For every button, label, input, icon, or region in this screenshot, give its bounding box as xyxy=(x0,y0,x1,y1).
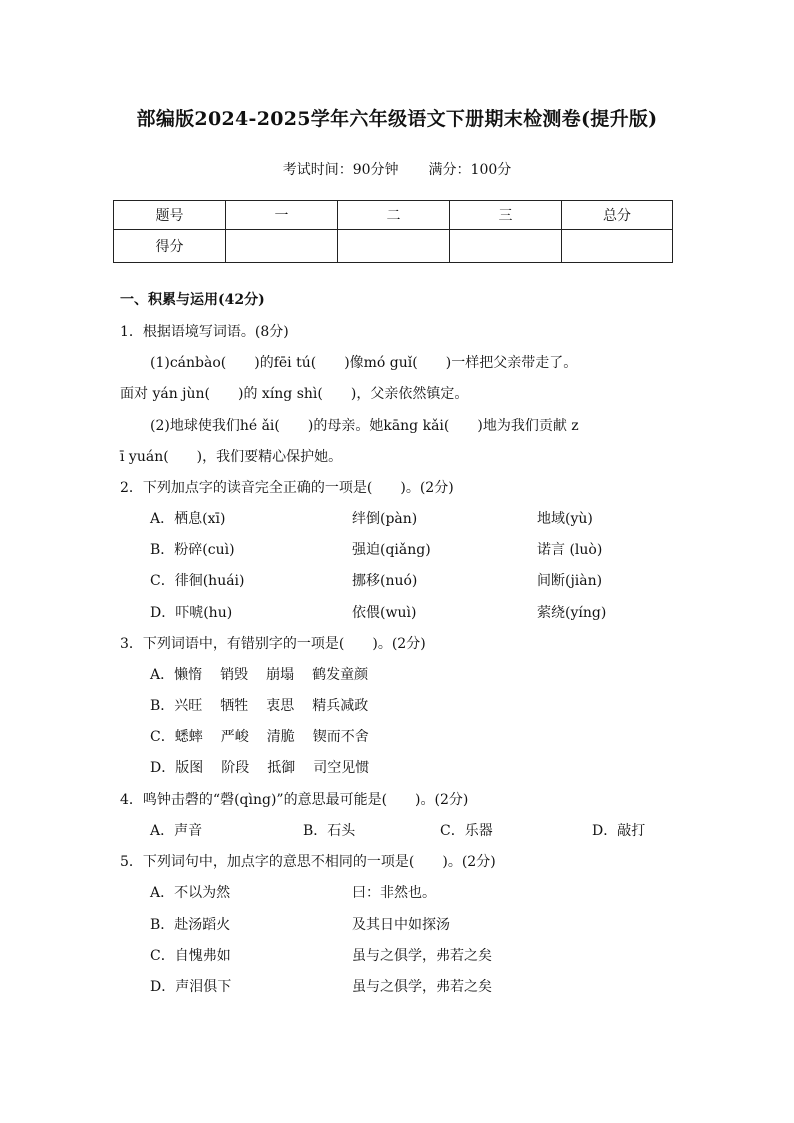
option-item: 绊倒(pàn) xyxy=(352,511,418,527)
score-input-cell[interactable] xyxy=(562,230,673,263)
option-item: B．兴旺 xyxy=(150,698,203,714)
question-5-stem: 5．下列词句中，加点字的意思不相同的一项是( )。(2分) xyxy=(120,854,496,870)
exam-time: 考试时间：90分钟 xyxy=(282,162,399,178)
option-item: C．徘徊(huái) xyxy=(150,573,245,589)
option-item: C．自愧弗如 xyxy=(150,948,231,964)
option-item: B．粉碎(cuì) xyxy=(150,542,235,558)
question-4-stem: 4．鸣钟击磬的“磬(qìng)”的意思最可能是( )。(2分) xyxy=(120,792,469,808)
option-item: 挪移(nuó) xyxy=(352,573,418,589)
option-item: 销毁 xyxy=(220,667,249,683)
exam-full-score: 满分：100分 xyxy=(428,162,512,178)
score-table xyxy=(113,200,673,263)
option-item: 鹤发童颜 xyxy=(312,667,369,683)
option-item: 衷思 xyxy=(266,698,295,714)
score-table-cell: 二 xyxy=(338,201,450,230)
section-heading: 一、积累与运用(42分) xyxy=(120,292,265,308)
question-1-stem: 1．根据语境写词语。(8分) xyxy=(120,324,289,340)
option-item: 锲而不舍 xyxy=(312,729,369,745)
option-item: 清脆 xyxy=(266,729,295,745)
option-item: A．懒惰 xyxy=(150,667,203,683)
option-item: A．声音 xyxy=(150,823,203,839)
score-input-cell[interactable] xyxy=(450,230,562,263)
option-item: 萦绕(yíng) xyxy=(537,605,607,621)
question-3-stem: 3．下列词语中，有错别字的一项是( )。(2分) xyxy=(120,636,426,652)
score-table-header-row xyxy=(114,201,673,230)
option-item: 崩塌 xyxy=(266,667,295,683)
option-item: 诺言 (luò) xyxy=(537,542,603,558)
option-item: B．石头 xyxy=(303,823,356,839)
option-row xyxy=(150,665,386,685)
option-item: A．不以为然 xyxy=(150,885,231,901)
option-item: 强迫(qiǎng) xyxy=(352,542,431,558)
option-item: B．赴汤蹈火 xyxy=(150,917,231,933)
option-item: 间断(jiàn) xyxy=(537,573,603,589)
option-item: D．版图 xyxy=(150,760,204,776)
option-item: D．敲打 xyxy=(592,823,646,839)
question-1-line: ī yuán( )，我们要精心保护她。 xyxy=(120,449,343,465)
score-table-cell: 题号 xyxy=(114,201,226,230)
option-item: C．乐器 xyxy=(440,823,493,839)
question-1-line: (1)cánbào( )的fēi tú( )像mó guǐ( )一样把父亲带走了。 xyxy=(150,355,578,371)
option-item: D．声泪俱下 xyxy=(150,979,232,995)
option-item: 虽与之俱学，弗若之矣 xyxy=(352,948,492,964)
page-title: 部编版2024-2025学年六年级语文下册期末检测卷(提升版) xyxy=(136,108,658,130)
score-table-cell: 一 xyxy=(226,201,338,230)
option-item: 地域(yù) xyxy=(537,511,593,527)
option-item: 司空见惯 xyxy=(313,760,370,776)
exam-info xyxy=(0,159,794,179)
score-input-cell[interactable] xyxy=(338,230,450,263)
question-1-line: (2)地球使我们hé ǎi( )的母亲。她kāng kǎi( )地为我们贡献 z xyxy=(150,418,579,434)
option-item: 依偎(wuì) xyxy=(352,605,417,621)
score-table-cell: 三 xyxy=(450,201,562,230)
option-row xyxy=(150,696,386,716)
option-item: 及其日中如探汤 xyxy=(352,917,450,933)
option-row xyxy=(150,727,387,747)
option-item: 严峻 xyxy=(220,729,249,745)
option-item: 虽与之俱学，弗若之矣 xyxy=(352,979,492,995)
option-item: 阶段 xyxy=(221,760,250,776)
score-input-cell[interactable] xyxy=(226,230,338,263)
option-item: 牺牲 xyxy=(220,698,249,714)
option-item: D．吓唬(hu) xyxy=(150,605,233,621)
option-item: A．栖息(xī) xyxy=(150,511,226,527)
score-table-cell: 总分 xyxy=(562,201,673,230)
option-item: 精兵减政 xyxy=(312,698,369,714)
option-row xyxy=(150,758,387,778)
score-row-label: 得分 xyxy=(114,230,226,263)
option-item: 曰：非然也。 xyxy=(352,885,436,901)
question-1-line: 面对 yán jùn( )的 xíng shì( )，父亲依然镇定。 xyxy=(120,386,469,402)
score-table-score-row xyxy=(114,230,673,263)
question-2-stem: 2．下列加点字的读音完全正确的一项是( )。(2分) xyxy=(120,480,454,496)
option-item: C．蟋蟀 xyxy=(150,729,203,745)
option-item: 抵御 xyxy=(267,760,296,776)
